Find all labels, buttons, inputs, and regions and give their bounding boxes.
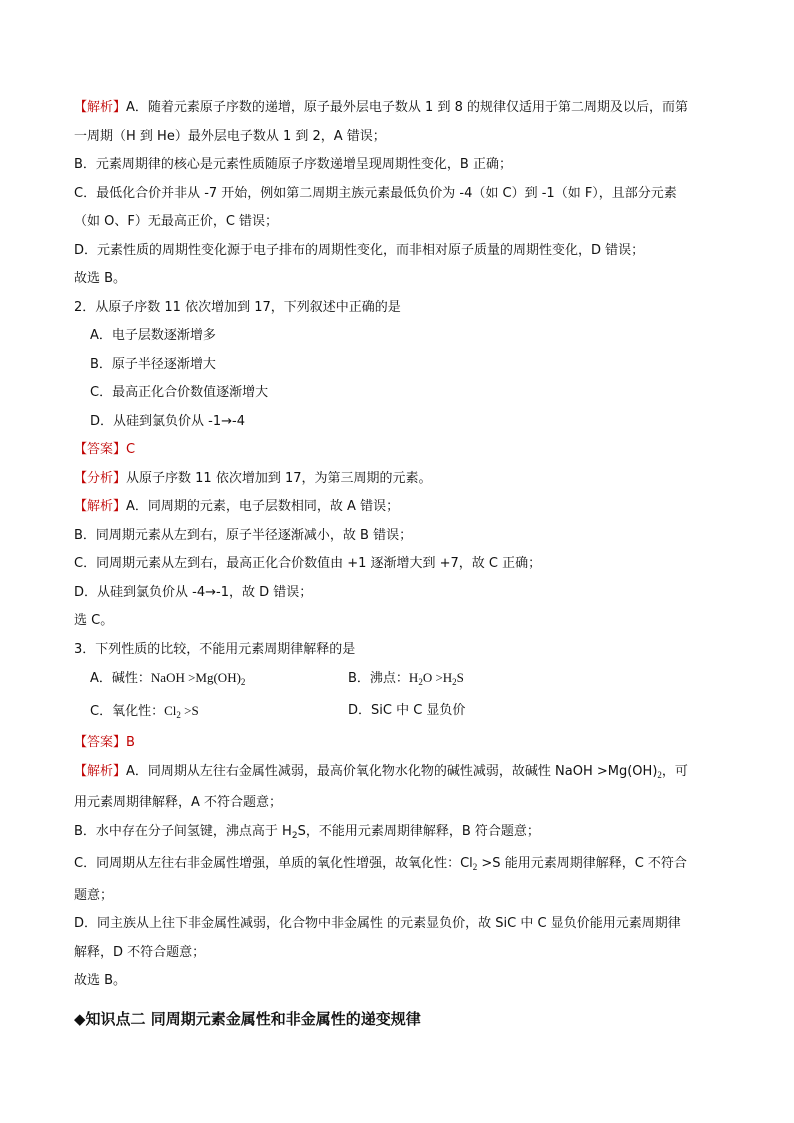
q1-analysis-c: C．最低化合价并非从 -7 开始，例如第二周期主族元素最低负价为 -4（如 C）到 -1（如 F），且部分元素 xyxy=(74,185,677,201)
q3-analysis-c-part2: >S 能用元素周期律解释，C 不符合 xyxy=(477,856,687,871)
q1-analysis-d: D．元素性质的周期性变化源于电子排布的周期性变化，而非相对原子质量的周期性变化，D 错误； xyxy=(74,242,645,258)
q2-conclusion: 选 C。 xyxy=(74,613,114,628)
q2-analysis-a-text: A．同周期的元素，电子层数相同，故 A 错误； xyxy=(126,499,400,514)
q1-analysis-c-cont: （如 O、F）无最高正价，C 错误； xyxy=(74,214,279,229)
q2-analysis-d: D．从硅到氯负价从 -4→-1，故 D 错误； xyxy=(74,584,313,600)
q3-analysis-a xyxy=(74,758,724,790)
q1-analysis-a-text: A．随着元素原子序数的递增，原子最外层电子数从 1 到 8 的规律仅适用于第二周期及以后，而第 xyxy=(126,100,688,115)
q1-analysis-a-cont: 一周期（H 到 He）最外层电子数从 1 到 2，A 错误； xyxy=(74,128,386,144)
analysis-label: 【解析】 xyxy=(74,100,127,115)
answer-label: 【答案】 xyxy=(74,442,127,457)
q3-option-b-f1-sub: 2 xyxy=(418,677,423,687)
q3-analysis-d-cont: 解释，D 不符合题意； xyxy=(74,944,206,960)
q3-analysis-d: D．同主族从上往下非金属性减弱，化合物中非金属性 的元素显负价，故 SiC 中 C 显负价能用元素周期律 xyxy=(74,916,681,931)
q3-analysis-a-cont: 用元素周期律解释，A 不符合题意； xyxy=(74,795,283,810)
q3-analysis-c-cont: 题意； xyxy=(74,887,114,903)
q3-options-row-2 xyxy=(74,697,724,730)
q2-pre-analysis-text: 从原子序数 11 依次增加到 17，为第三周期的元素。 xyxy=(126,470,432,486)
answer-label: 【答案】 xyxy=(74,735,127,750)
q3-conclusion: 故选 B。 xyxy=(74,973,127,988)
q3-option-b xyxy=(348,664,606,697)
q2-analysis-b: B．同周期元素从左到右，原子半径逐渐减小，故 B 错误； xyxy=(74,527,413,543)
q3-analysis-b-part2: S，不能用元素周期律解释，B 符合题意； xyxy=(297,823,540,839)
q2-stem: 2．从原子序数 11 依次增加到 17，下列叙述中正确的是 xyxy=(74,299,401,315)
q3-option-b-f1: H xyxy=(408,670,419,685)
q3-analysis-b-part1: B．水中存在分子间氢键，沸点高于 H xyxy=(74,823,292,839)
q3-option-d: D．SiC 中 C 显负价 xyxy=(348,702,466,718)
q1-analysis-a xyxy=(74,94,724,123)
q3-analysis-a-part1: A．同周期从左往右金属性减弱，最高价氧化物水化物的碱性减弱，故碱性 NaOH >Mg(OH) xyxy=(126,763,658,779)
q3-option-a-sub: 2 xyxy=(240,677,246,687)
q3-option-b-f3: S xyxy=(456,670,464,685)
q3-option-a xyxy=(90,664,348,697)
q3-analysis-c-sub: 2 xyxy=(472,862,478,872)
q3-option-a-label: A．碱性： xyxy=(90,671,151,686)
q2-analysis-a xyxy=(74,493,724,522)
q1-analysis-b: B．元素周期律的核心是元素性质随原子序数递增呈现周期性变化，B 正确； xyxy=(74,157,512,172)
analysis-label: 【解析】 xyxy=(74,499,127,514)
q3-options-row-1 xyxy=(74,664,724,697)
q2-answer-value: C xyxy=(126,442,136,457)
q3-option-c-label: C．氧化性： xyxy=(90,703,165,719)
q3-option-b-label: B．沸点： xyxy=(348,671,409,686)
q3-answer-value: B xyxy=(126,735,135,750)
q1-conclusion: 故选 B。 xyxy=(74,271,127,286)
q2-analysis-c: C．同周期元素从左到右，最高正化合价数值由 +1 逐渐增大到 +7，故 C 正确； xyxy=(74,556,542,571)
q3-option-a-formula: NaOH >Mg(OH) xyxy=(150,670,241,685)
pre-analysis-label: 【分析】 xyxy=(74,470,127,486)
q3-option-c-f2: >S xyxy=(180,702,199,718)
q3-answer xyxy=(74,729,724,758)
q2-option-c: C．最高正化合价数值逐渐增大 xyxy=(90,385,269,400)
q2-option-a: A．电子层数逐渐增多 xyxy=(90,328,216,343)
q2-option-b: B．原子半径逐渐增大 xyxy=(90,356,216,372)
q3-option-b-f2: O >H xyxy=(422,670,453,685)
q2-option-d: D．从硅到氯负价从 -1→-4 xyxy=(90,413,245,429)
analysis-label: 【解析】 xyxy=(74,763,127,779)
q3-option-b-f2-sub: 2 xyxy=(452,677,457,687)
q3-analysis-c xyxy=(74,850,724,882)
q3-analysis-c-part1: C．同周期从左往右非金属性增强，单质的氧化性增强，故氧化性：Cl xyxy=(74,856,473,871)
q2-pre-analysis xyxy=(74,465,724,494)
q2-answer xyxy=(74,436,724,465)
section-heading: ◆知识点二 同周期元素金属性和非金属性的递变规律 xyxy=(74,1009,421,1028)
content-body xyxy=(74,94,724,1034)
q3-option-c xyxy=(90,697,348,730)
q3-analysis-b xyxy=(74,818,724,851)
q3-option-c-f1: Cl xyxy=(164,702,177,718)
q3-option-c-f1-sub: 2 xyxy=(176,709,181,720)
q3-analysis-a-sub: 2 xyxy=(657,769,662,780)
q3-analysis-b-sub: 2 xyxy=(291,830,298,841)
q3-stem: 3．下列性质的比较，不能用元素周期律解释的是 xyxy=(74,641,356,657)
q3-analysis-a-part2: ，可 xyxy=(661,763,688,779)
